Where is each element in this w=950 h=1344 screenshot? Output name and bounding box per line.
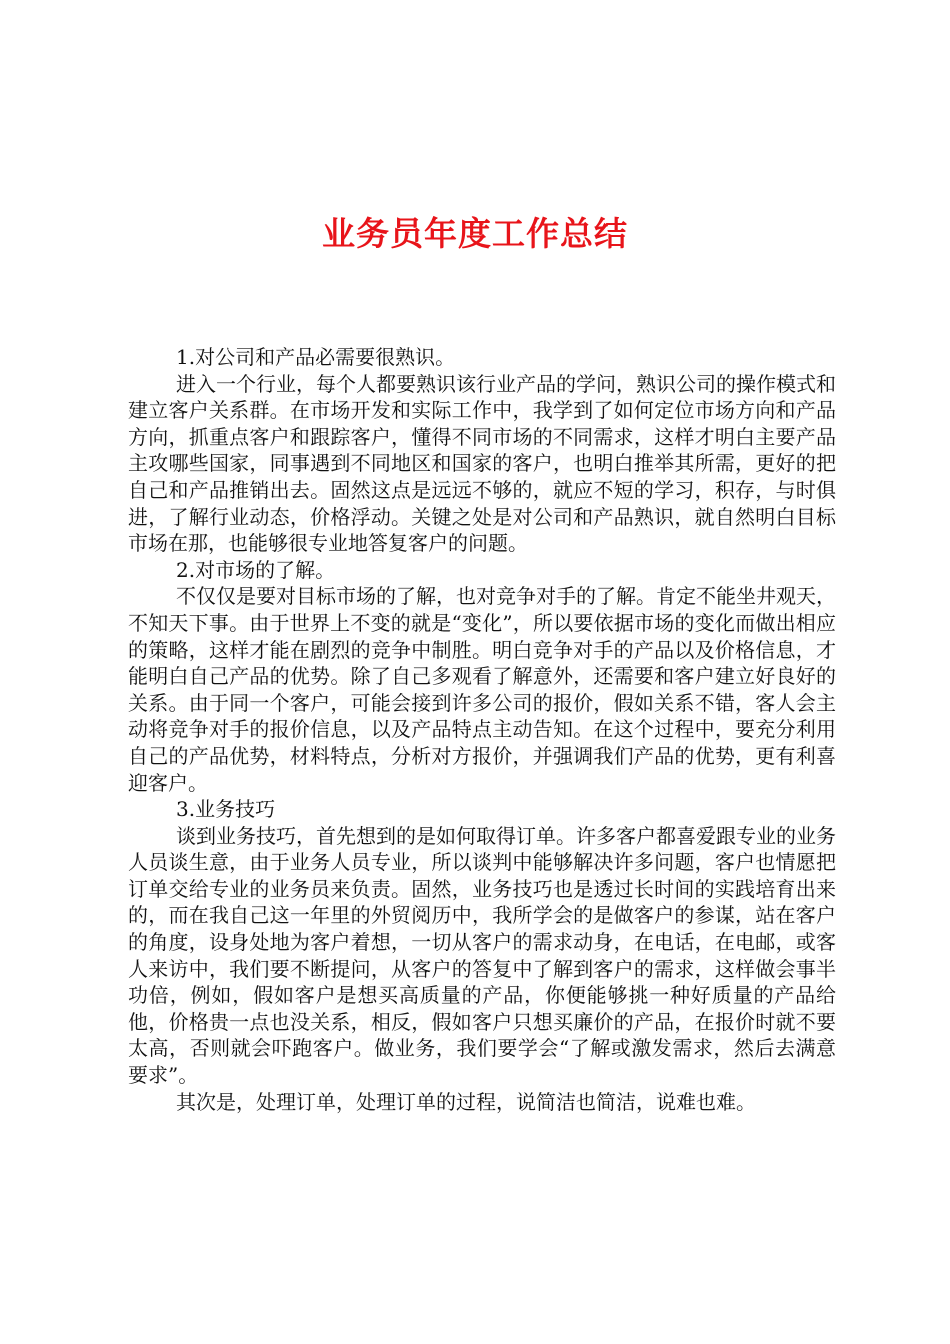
section-3-paragraph-1: 谈到业务技巧，首先想到的是如何取得订单。许多客户都喜爱跟专业的业务人员谈生意，由于业务人员专业，所以谈判中能够解决许多问题，客户也情愿把订单交给专业的业务员来负责。固然，业务技巧也是透过长时间的实践培育出来的，而在我自己这一年里的外贸阅历中，我所学会的是做客户的参谋，站在客户的角度，设身处地为客户着想，一切从客户的需求动身，在电话，在电邮，或客人来访中，我们要不断提问，从客户的答复中了解到客户的需求，这样做会事半功倍，例如，假如客户是想买高质量的产品，你便能够挑一种好质量的产品给他，价格贵一点也没关系，相反，假如客户只想买廉价的产品，在报价时就不要太高，否则就会吓跑客户。做业务，我们要学会“了解或激发需求，然后去满意要求”。 [128,823,836,1088]
section-3-paragraph-2: 其次是，处理订单，处理订单的过程，说简洁也简洁，说难也难。 [176,1089,756,1114]
section-heading-2: 2.对市场的了解。 [176,557,336,582]
section-1-paragraph-1: 进入一个行业，每个人都要熟识该行业产品的学问，熟识公司的操作模式和建立客户关系群。在市场开发和实际工作中，我学到了如何定位市场方向和产品方向，抓重点客户和跟踪客户，懂得不同市场的不同需求，这样才明白主要产品主攻哪些国家，同事遇到不同地区和国家的客户，也明白推举其所需，更好的把自己和产品推销出去。固然这点是远远不够的，就应不短的学习，积存，与时俱进，了解行业动态，价格浮动。关键之处是对公司和产品熟识，就自然明白目标市场在那，也能够很专业地答复客户的问题。 [128,371,836,556]
document-title: 业务员年度工作总结 [322,214,628,253]
section-2-paragraph-1: 不仅仅是要对目标市场的了解，也对竞争对手的了解。肯定不能坐井观天，不知天下事。由于世界上不变的就是“变化”，所以要依据市场的变化而做出相应的策略，这样才能在剧烈的竞争中制胜。明白竞争对手的产品以及价格信息，才能明白自己产品的优势。除了自己多观看了解意外，还需要和客户建立好良好的关系。由于同一个客户，可能会接到许多公司的报价，假如关系不错，客人会主动将竞争对手的报价信息，以及产品特点主动告知。在这个过程中，要充分利用自己的产品优势，材料特点，分析对方报价，并强调我们产品的优势，更有利喜迎客户。 [128,584,836,795]
document-body [128,344,836,1115]
section-heading-1: 1.对公司和产品必需要很熟识。 [176,345,456,369]
section-heading-3: 3.业务技巧 [176,797,276,822]
